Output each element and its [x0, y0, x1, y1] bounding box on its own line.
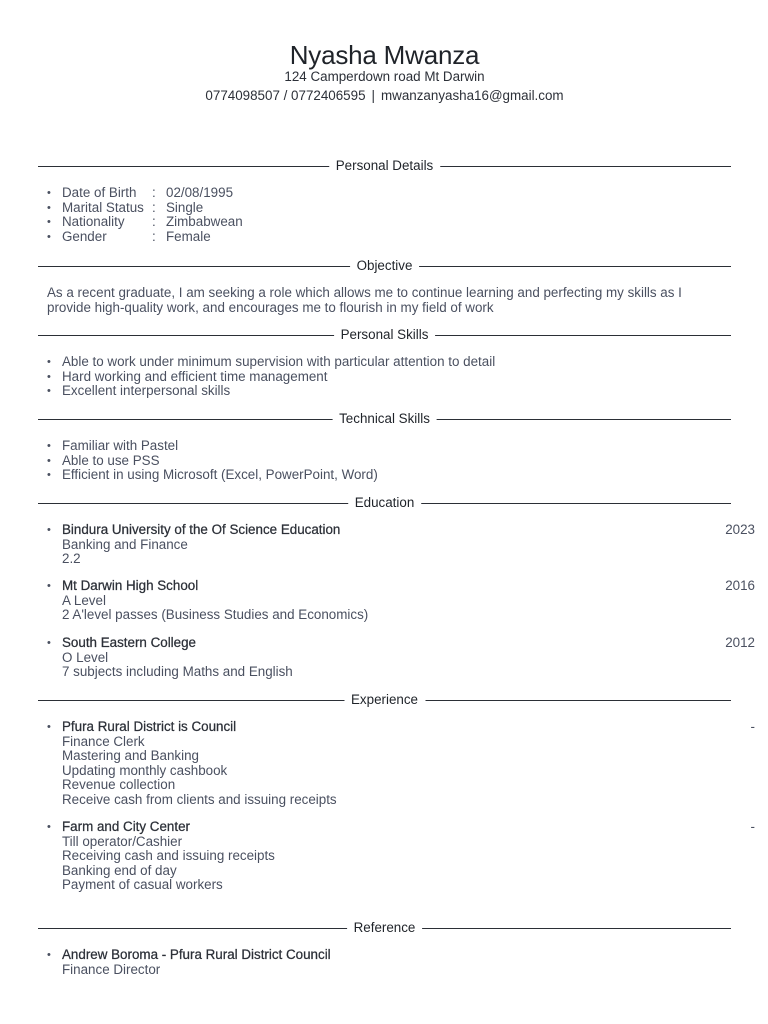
list-item [38, 215, 731, 230]
section-experience [38, 693, 731, 707]
entry-detail: Banking end of day [62, 862, 177, 878]
list-item [38, 230, 731, 245]
section-technical-skills [38, 412, 731, 426]
entry-detail: Updating monthly cashbook [62, 762, 228, 778]
entry-title: South Eastern College [62, 635, 196, 650]
section-personal-details [38, 159, 731, 173]
entry-detail: 2.2 [62, 551, 81, 567]
entry-detail: Banking and Finance [62, 536, 188, 552]
entry-detail: 2 A'level passes (Business Studies and Economics) [62, 607, 369, 623]
section-education [38, 496, 731, 510]
entry-detail: Finance Director [62, 961, 161, 977]
detail-value: Zimbabwean [166, 214, 243, 230]
section-title: Technical Skills [332, 412, 437, 427]
education-list [38, 522, 755, 567]
detail-key: • Marital Status [62, 199, 144, 215]
contact-line [38, 89, 731, 104]
entry-title: Mt Darwin High School [62, 578, 199, 593]
education-list [38, 635, 755, 680]
list-item [38, 201, 731, 216]
list-item: • Familiar with Pastel [38, 439, 731, 454]
detail-value: Single [166, 199, 204, 215]
entry-detail: O Level [62, 649, 109, 665]
entry-title: Bindura University of the Of Science Education [62, 522, 341, 537]
section-title: Personal Skills [334, 328, 436, 343]
entry-date: - [750, 819, 755, 834]
entry-date: - [750, 719, 755, 734]
entry-title: Pfura Rural District is Council [62, 719, 237, 734]
section-title: Education [348, 496, 422, 511]
entry-detail: Receive cash from clients and issuing receipts [62, 791, 337, 807]
list-item: • Excellent interpersonal skills [38, 384, 731, 399]
entry-year: 2016 [725, 578, 755, 593]
candidate-name: Nyasha Mwanza [289, 40, 480, 70]
address: 124 Camperdown road Mt Darwin [284, 69, 485, 84]
detail-key: • Gender [62, 228, 107, 244]
reference-entry [38, 948, 755, 977]
detail-colon: : [152, 228, 156, 244]
reference-list [38, 948, 731, 977]
experience-entry [38, 820, 755, 893]
detail-value: 02/08/1995 [166, 185, 234, 200]
phone-numbers: 0774098507 / 0772406595 [205, 88, 366, 103]
entry-detail: A Level [62, 592, 106, 608]
email-link[interactable]: mwanzanyasha16@gmail.com [381, 88, 564, 103]
objective-text [47, 286, 731, 315]
list-item: • Able to work under minimum supervision with particular attention to detail [38, 355, 731, 370]
section-title: Personal Details [329, 159, 441, 174]
section-objective [38, 259, 731, 273]
section-title: Reference [347, 921, 423, 936]
experience-list [38, 719, 755, 808]
personal-details-list [38, 186, 731, 244]
education-list [38, 578, 755, 623]
contact-separator: | [371, 88, 376, 103]
detail-colon: : [152, 185, 156, 200]
list-item [38, 186, 731, 201]
experience-entry [38, 720, 755, 808]
detail-value: Female [166, 228, 211, 244]
detail-key: • Date of Birth [62, 185, 137, 200]
detail-colon: : [152, 214, 156, 230]
entry-detail: Till operator/Cashier [62, 833, 183, 849]
detail-colon: : [152, 199, 156, 215]
section-title: Objective [350, 259, 420, 274]
education-entry [38, 523, 755, 567]
objective-line: As a recent graduate, I am seeking a role which allows me to continue learning and perfecting my skills as I [47, 285, 682, 300]
list-item: • Hard working and efficient time management [38, 370, 731, 385]
education-entry [38, 636, 755, 680]
detail-key: • Nationality [62, 214, 125, 230]
entry-year: 2023 [725, 522, 755, 537]
entry-title: Andrew Boroma - Pfura Rural District Council [62, 947, 331, 962]
technical-skills-list [38, 439, 731, 483]
entry-detail: Receiving cash and issuing receipts [62, 848, 275, 864]
entry-detail: 7 subjects including Maths and English [62, 664, 293, 680]
entry-detail: Finance Clerk [62, 733, 145, 749]
education-entry [38, 579, 755, 623]
section-personal-skills [38, 328, 731, 342]
entry-detail: Revenue collection [62, 777, 176, 793]
entry-year: 2012 [725, 635, 755, 650]
objective-line: provide high-quality work, and encourages me to flourish in my field of work [47, 299, 494, 315]
entry-title: Farm and City Center [62, 819, 190, 834]
section-title: Experience [344, 693, 425, 708]
entry-detail: Payment of casual workers [62, 877, 223, 893]
list-item: • Efficient in using Microsoft (Excel, PowerPoint, Word) [38, 468, 731, 483]
entry-detail: Mastering and Banking [62, 748, 199, 764]
list-item: • Able to use PSS [38, 454, 731, 469]
personal-skills-list [38, 355, 731, 399]
experience-list [38, 819, 755, 893]
section-reference [38, 921, 731, 935]
